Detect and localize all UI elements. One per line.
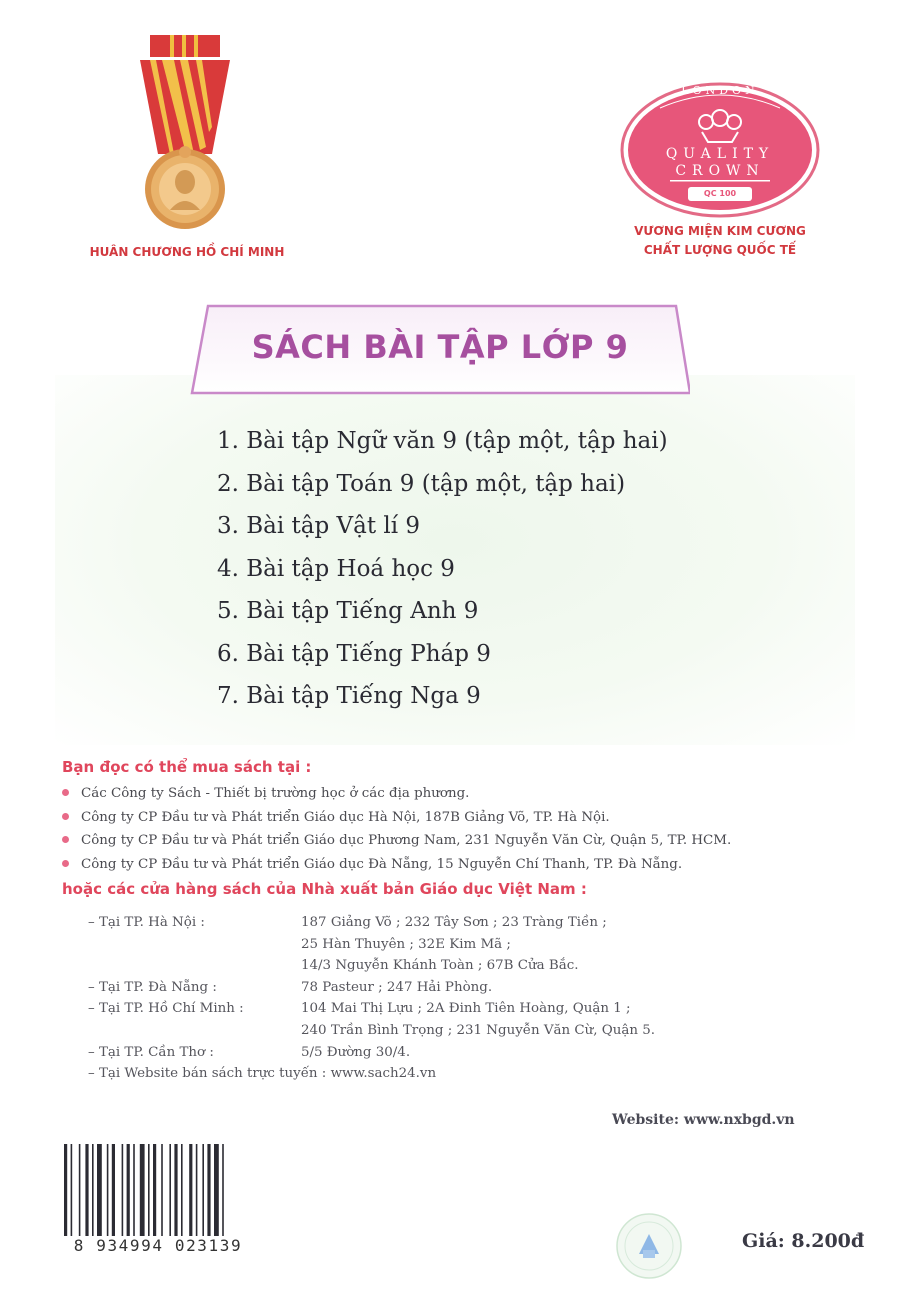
crown-logo-line1: QUALITY xyxy=(665,146,775,162)
barcode-digits: 8 934994 023139 xyxy=(58,1236,258,1255)
store-address: 240 Trần Bình Trọng ; 231 Nguyễn Văn Cừ, Quận 5. xyxy=(301,1022,656,1038)
buy-item-text: Các Công ty Sách - Thiết bị trường học ở các địa phương. xyxy=(81,786,470,801)
store-city: – Tại TP. Hồ Chí Minh : xyxy=(88,1001,244,1017)
crown-caption-line1: VƯƠNG MIỆN KIM CƯƠNG xyxy=(634,224,806,238)
list-item: 2. Bài tập Toán 9 (tập một, tập hai) xyxy=(217,470,626,497)
buy-heading: Bạn đọc có thể mua sách tại : xyxy=(62,758,312,776)
website-label: Website: www.nxbgd.vn xyxy=(612,1112,795,1128)
bullet-icon xyxy=(62,860,69,867)
bullet-icon xyxy=(62,836,69,843)
price-label: Giá: 8.200đ xyxy=(742,1230,865,1252)
bullet-icon xyxy=(62,789,69,796)
store-city: – Tại TP. Đà Nẵng : xyxy=(88,979,217,995)
crown-logo-line2: CROWN xyxy=(675,163,765,179)
book-list xyxy=(217,420,668,718)
list-item: 4. Bài tập Hoá học 9 xyxy=(217,555,455,582)
list-item xyxy=(62,806,731,830)
list-item: 7. Bài tập Tiếng Nga 9 xyxy=(217,683,481,709)
list-item: 6. Bài tập Tiếng Pháp 9 xyxy=(217,640,491,667)
list-item: 5. Bài tập Tiếng Anh 9 xyxy=(217,598,479,624)
store-address: 104 Mai Thị Lựu ; 2A Đinh Tiên Hoàng, Quận 1 ; xyxy=(301,1001,631,1017)
store-city: – Tại TP. Cần Thơ : xyxy=(88,1044,214,1060)
list-item: 3. Bài tập Vật lí 9 xyxy=(217,513,421,539)
store-address: 187 Giảng Võ ; 232 Tây Sơn ; 23 Tràng Tiền ; xyxy=(301,915,607,930)
page-title: SÁCH BÀI TẬP LỚP 9 xyxy=(251,328,629,366)
buy-item-text: Công ty CP Đầu tư và Phát triển Giáo dục Đà Nẵng, 15 Nguyễn Chí Thanh, TP. Đà Nẵng. xyxy=(81,856,683,872)
store-address: 78 Pasteur ; 247 Hải Phòng. xyxy=(301,979,493,995)
buy-item-text: Công ty CP Đầu tư và Phát triển Giáo dục Hà Nội, 187B Giảng Võ, TP. Hà Nội. xyxy=(81,809,610,825)
store-address: 25 Hàn Thuyên ; 32E Kim Mã ; xyxy=(301,936,511,952)
list-item: 1. Bài tập Ngữ văn 9 (tập một, tập hai) xyxy=(217,428,668,454)
medal-caption: HUÂN CHƯƠNG HỒ CHÍ MINH xyxy=(89,245,285,259)
store-city: – Tại TP. Hà Nội : xyxy=(88,915,205,930)
bullet-icon xyxy=(62,813,69,820)
store-address: 5/5 Đường 30/4. xyxy=(301,1044,411,1060)
stores-heading: hoặc các cửa hàng sách của Nhà xuất bản Giáo dục Việt Nam : xyxy=(62,880,587,898)
crown-logo-top-text: LONDON xyxy=(681,84,759,97)
seal-icon xyxy=(615,1212,683,1280)
list-item xyxy=(62,853,731,877)
list-item xyxy=(62,782,731,806)
store-city: – Tại Website bán sách trực tuyến : www.sach24.vn xyxy=(88,1066,437,1082)
crown-caption-line2: CHẤT LƯỢNG QUỐC TẾ xyxy=(643,243,797,257)
store-address: 14/3 Nguyễn Khánh Toàn ; 67B Cửa Bắc. xyxy=(301,958,579,974)
medal-icon xyxy=(130,32,240,242)
buy-list xyxy=(62,782,731,876)
crown-logo-code: QC 100 xyxy=(703,189,737,198)
crown-caption xyxy=(605,222,835,260)
list-item xyxy=(62,829,731,853)
buy-item-text: Công ty CP Đầu tư và Phát triển Giáo dục Phương Nam, 231 Nguyễn Văn Cừ, Quận 5, TP. HCM. xyxy=(81,833,732,848)
